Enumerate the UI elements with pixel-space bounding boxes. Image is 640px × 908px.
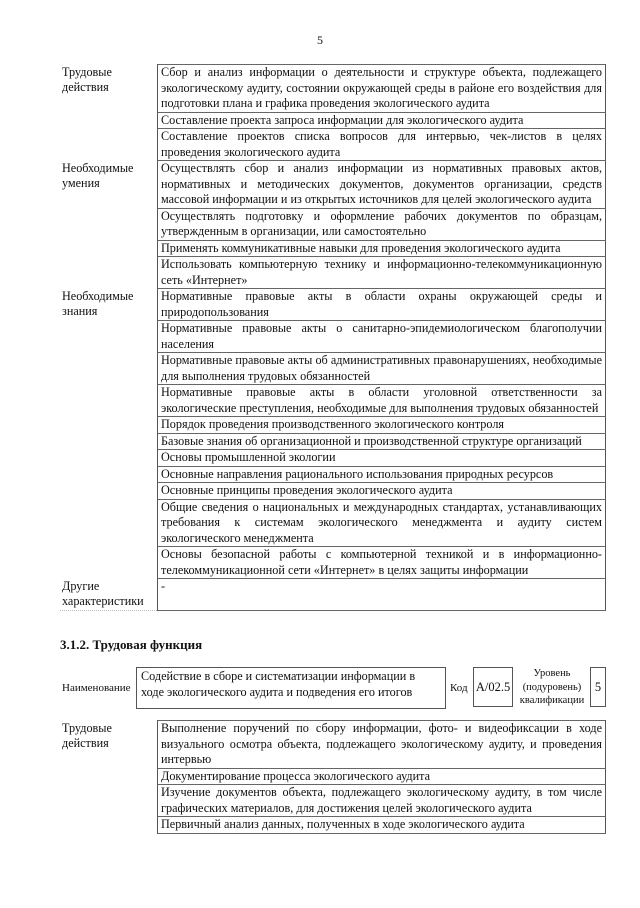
requirements-table-2 — [60, 720, 606, 834]
row-item-text: - — [158, 579, 606, 611]
requirements-table-1 — [60, 64, 606, 611]
row-item-text: Порядок проведения производственного экологического контроля — [158, 417, 606, 434]
row-item-text: Сбор и анализ информации о деятельности и структуре объекта, подлежащего экологическому аудиту, состоянии окружающей среды в районе его воздействия для подготовки плана и графика проведения экологического аудита — [158, 65, 606, 113]
row-group-label: Необходимые умения — [60, 161, 158, 289]
row-item-text: Изучение документов объекта, подлежащего экологическому аудиту, в том числе графических материалов, для достижения целей экологического аудита — [158, 785, 606, 817]
row-item-text: Нормативные правовые акты в области охраны окружающей среды и природопользования — [158, 289, 606, 321]
level-box: 5 — [590, 667, 606, 707]
row-item-text: Выполнение поручений по сбору информации, фото- и видеофиксации в ходе визуального осмотра объекта, подлежащего экологическому аудиту, и проведения интервью — [158, 721, 606, 769]
row-item-text: Основы безопасной работы с компьютерной техникой и в информационно-телекоммуникационной сети «Интернет» в целях защиты информации — [158, 547, 606, 579]
row-item-text: Базовые знания об организационной и производственной структуре организаций — [158, 433, 606, 450]
page-number: 5 — [317, 33, 323, 47]
name-label: Наименование — [62, 682, 131, 694]
row-group-label: Трудовые действия — [60, 721, 158, 834]
code-label: Код — [450, 682, 468, 694]
function-code-box: А/02.5 — [473, 667, 513, 707]
table-row — [60, 289, 606, 321]
row-item-text: Основные направления рационального использования природных ресурсов — [158, 466, 606, 483]
row-item-text: Нормативные правовые акты об административных правонарушениях, необходимые для выполнения трудовых обязанностей — [158, 353, 606, 385]
row-item-text: Нормативные правовые акты о санитарно-эпидемиологическом благополучии населения — [158, 321, 606, 353]
table-row — [60, 161, 606, 209]
row-item-text: Основные принципы проведения экологического аудита — [158, 483, 606, 500]
row-item-text: Составление проекта запроса информации для экологического аудита — [158, 112, 606, 129]
level-label: Уровень (подуровень) квалификации — [519, 668, 585, 706]
row-group-label: Другие характеристики — [60, 579, 158, 611]
row-group-label: Трудовые действия — [60, 65, 158, 161]
row-item-text: Использовать компьютерную технику и информационно-телекоммуникационную сеть «Интернет» — [158, 257, 606, 289]
row-item-text: Применять коммуникативные навыки для проведения экологического аудита — [158, 240, 606, 257]
row-item-text: Осуществлять подготовку и оформление рабочих документов по образцам, утвержденным в организации, или самостоятельно — [158, 208, 606, 240]
table-row — [60, 579, 606, 611]
row-item-text: Составление проектов списка вопросов для интервью, чек-листов в целях проведения экологического аудита — [158, 129, 606, 161]
table-row — [60, 65, 606, 113]
row-item-text: Первичный анализ данных, полученных в ходе экологического аудита — [158, 817, 606, 834]
function-header — [60, 665, 606, 709]
section-title: 3.1.2. Трудовая функция — [60, 637, 203, 652]
row-item-text: Осуществлять сбор и анализ информации из нормативных правовых актов, нормативных и методических документов, документов организации, средств массовой информации и из открытых источников для целей экологического аудита — [158, 161, 606, 209]
table-row — [60, 721, 606, 769]
row-item-text: Общие сведения о национальных и международных стандартах, устанавливающих требования к системам экологического менеджмента и аудиту систем экологического менеджмента — [158, 499, 606, 547]
row-item-text: Основы промышленной экологии — [158, 450, 606, 467]
row-group-label: Необходимые знания — [60, 289, 158, 579]
row-item-text: Нормативные правовые акты в области уголовной ответственности за экологические преступления, необходимые для выполнения трудовых обязанностей — [158, 385, 606, 417]
function-name-box: Содействие в сборе и систематизации информации в ходе экологического аудита и подведения его итогов — [136, 667, 446, 709]
row-item-text: Документирование процесса экологического аудита — [158, 768, 606, 785]
